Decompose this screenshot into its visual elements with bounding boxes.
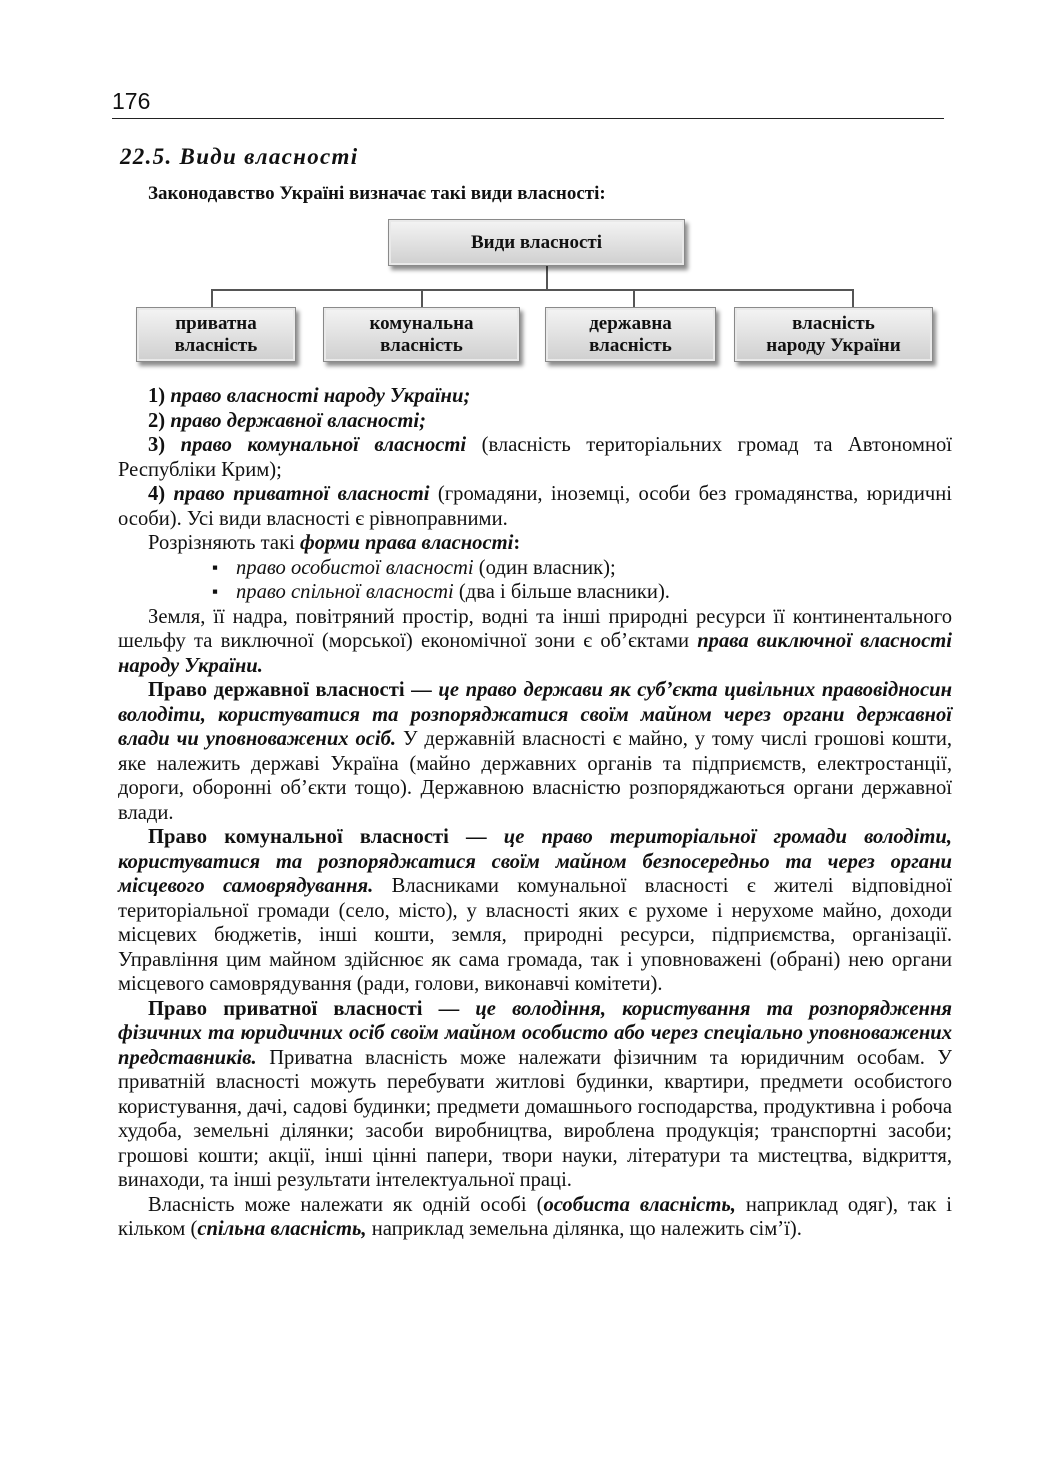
- body-text: [118, 384, 952, 1242]
- paragraph-communal-ownership: Право комунальної власності — це право територіальної громади володіти, користуватися та розпоряджатися своїм майном безпосередньо та через органи місцевого самоврядування. Власниками комунальної власності є жителі відповідної територіальної громади (село, місто), у власності яких є рухоме і нерухоме майно, доходи місцевих бюджетів, інші кошти, земля, природні ресурси, підприємства, організації. Управління цим майном здійснює як сама громада, так і уповноважені (обрані) нею органи місцевого самоврядування (ради, голови, виконавчі комітети).: [118, 826, 952, 995]
- list-item: 2) право державної власності;: [148, 409, 426, 432]
- box-state-line2: власність: [589, 334, 672, 356]
- forms-list: [118, 556, 952, 605]
- box-communal-line1: комунальна: [369, 312, 474, 334]
- connector-communal: [421, 289, 423, 308]
- paragraph-land: Земля, її надра, повітряний простір, водні та інші природні ресурси її континентального шельфу та виключної (морської) економічної зони є об’єктами права виключної власності народу України.: [118, 605, 952, 677]
- box-private-line2: власність: [174, 334, 258, 356]
- diagram-box-communal: [323, 307, 520, 362]
- diagram-box-people: [734, 307, 933, 362]
- connector-private: [211, 289, 213, 308]
- page-number: 176: [112, 88, 151, 114]
- box-people-line1: власність: [792, 312, 875, 334]
- box-people-line2: народу України: [766, 334, 901, 356]
- list-item: ▪ право особистої власності (один власник);: [118, 556, 952, 581]
- diagram-root-label: Види власності: [470, 231, 603, 253]
- paragraph-private-ownership: Право приватної власності — це володіння, користування та розпорядження фізичних та юридичних осіб своїм майном особисто або через спеціально уповноважених представників. Приватна власність може належати фізичним та юридичним особам. У приватній власності можуть перебувати житлові будинки, квартири, предмети особистого користування, дачі, садові будинки; предмети домашнього господарства, продуктивна і робоча худоба, земельні ділянки; засоби виробництва, вироблена продукція; транспортні засоби; грошові кошти; акції, інші цінні папери, твори науки, літератури та мистецтва, відкриття, винаходи, та інші результати інтелектуальної праці.: [118, 997, 952, 1191]
- list-item: 3) право комунальної власності (власність територіальних громад та Автономної Республіки Крим);: [118, 434, 953, 481]
- box-private-line1: приватна: [175, 312, 257, 334]
- section-title: 22.5. Види власності: [120, 144, 359, 169]
- list-item: 4) право приватної власності (громадяни, іноземці, особи без громадянства, юридичні особи). Усі види власності є рівноправними.: [118, 483, 952, 530]
- header-rule: [112, 118, 944, 119]
- diagram-box-private: [136, 307, 296, 362]
- diagram-root-box: [388, 219, 685, 266]
- paragraph-final: Власність може належати як одній особі (особиста власність, наприклад одяг), так і кільком (спільна власність, наприклад земельна ділянка, що належить сім’ї).: [118, 1193, 953, 1240]
- connector-state: [633, 289, 635, 308]
- connector-horizontal: [211, 289, 854, 291]
- diagram-box-state: [545, 307, 716, 362]
- intro-text: Законодавство Україні визначає такі види власності:: [148, 183, 606, 204]
- list-item: 1) право власності народу України;: [148, 385, 471, 407]
- list-item: ▪ право спільної власності (два і більше власники).: [118, 580, 952, 605]
- forms-lead: Розрізняють такі форми права власності:: [148, 532, 521, 554]
- paragraph-state-ownership: Право державної власності — це право держави як суб’єкта цивільних правовідносин володіти, користуватися та розпоряджатися своїм майном через органи державної влади чи уповноважених осіб. У державній власності є майно, у тому числі грошові кошти, яке належить державі Україна (майно державних органів та підприємств, електростанції, дороги, оборонні об’єкти тощо). Державною власністю розпоряджаються органи державної влади.: [118, 679, 953, 824]
- box-state-line1: державна: [589, 312, 672, 334]
- box-communal-line2: власність: [380, 334, 463, 356]
- connector-root-vertical: [546, 266, 548, 290]
- connector-people: [852, 289, 854, 308]
